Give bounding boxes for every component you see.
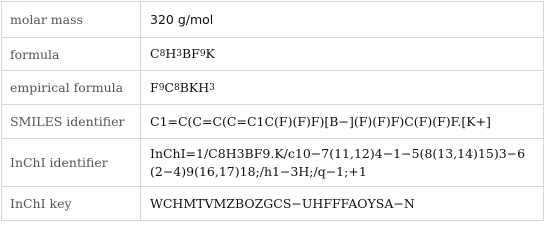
formula-part: C — [150, 46, 160, 61]
molar-mass-value: 320 g/mol — [150, 11, 214, 27]
table-row-molar-mass — [2, 2, 543, 37]
row-label: molar mass — [2, 2, 141, 37]
formula-part: H — [165, 46, 177, 61]
formula-part: BF — [181, 46, 200, 61]
row-label: formula — [2, 38, 141, 70]
formula-part: C — [164, 79, 174, 95]
row-label: InChI identifier — [2, 139, 141, 186]
row-label: empirical formula — [2, 71, 141, 104]
formula-part: BKH — [179, 79, 210, 95]
empirical-formula-value: F 9 C 8 BKH 3 — [150, 79, 215, 95]
table-row-smiles — [2, 104, 543, 138]
formula-part: K — [205, 46, 215, 61]
table-row-formula — [2, 37, 543, 70]
smiles-value: C1=C(C=C(C=C1C(F)(F)F)[B−](F)(F)F)C(F)(F)F.[K+] — [150, 113, 491, 129]
formula-value: C 8 H 3 BF 9 K — [150, 46, 215, 61]
inchi-value: InChI=1/C8H3BF9.K/c10−7(11,12)4−1−5(8(13,14)15)3−6(2−4)9(16,17)18;/h1−3H;/q−1;+1 — [150, 145, 526, 179]
table-row-inchi — [2, 138, 543, 186]
inchi-key-value: WCHMTVMZBOZGCS−UHFFFAOYSA−N — [150, 195, 415, 211]
table-row-inchi-key — [2, 186, 543, 220]
row-label: InChI key — [2, 187, 141, 220]
table-row-empirical-formula — [2, 70, 543, 104]
properties-table — [1, 1, 544, 221]
row-label: SMILES identifier — [2, 105, 141, 138]
formula-part: F — [150, 79, 159, 95]
